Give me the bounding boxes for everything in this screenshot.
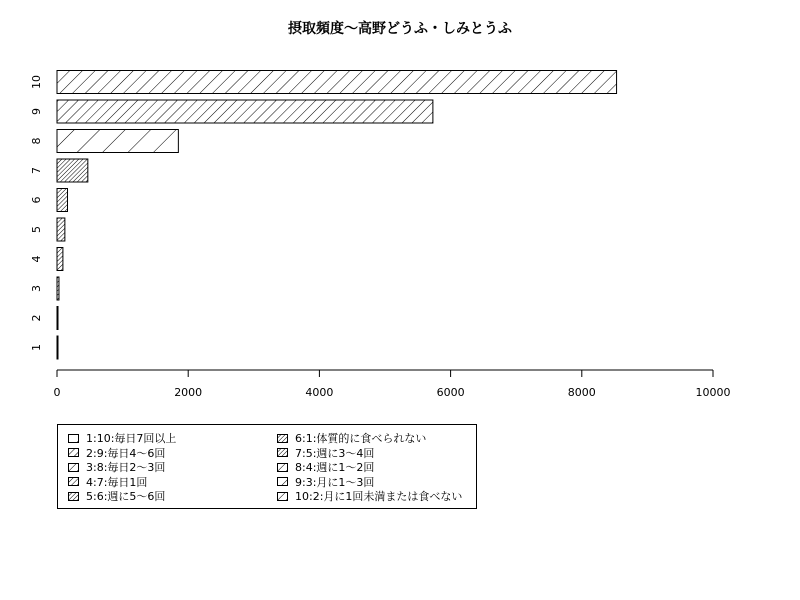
legend-swatch bbox=[277, 492, 288, 501]
legend-swatch bbox=[68, 477, 79, 486]
y-tick-label: 2 bbox=[30, 314, 43, 322]
bar-5 bbox=[57, 218, 65, 241]
legend-label: 2:9:毎日4〜6回 bbox=[86, 446, 166, 460]
chart-title: 摂取頻度〜高野どうふ・しみとうふ bbox=[288, 21, 512, 37]
y-tick-label: 3 bbox=[30, 285, 43, 292]
y-tick-label: 8 bbox=[30, 137, 43, 145]
y-tick-label: 5 bbox=[30, 226, 43, 233]
legend-label: 8:4:週に1〜2回 bbox=[295, 461, 375, 475]
legend-swatch bbox=[68, 492, 79, 501]
y-tick-label: 6 bbox=[30, 196, 43, 204]
legend-item bbox=[277, 476, 374, 490]
legend-label: 1:10:毎日7回以上 bbox=[86, 432, 177, 445]
legend-item bbox=[68, 461, 165, 475]
legend-swatch bbox=[68, 463, 79, 472]
legend-label: 9:3:月に1〜3回 bbox=[295, 475, 375, 489]
bar-2 bbox=[57, 307, 58, 330]
x-tick-label: 4000 bbox=[305, 386, 334, 399]
x-tick-label: 10000 bbox=[695, 386, 731, 399]
x-tick-label: 0 bbox=[53, 386, 61, 399]
x-tick-label: 2000 bbox=[174, 386, 203, 399]
bar-8 bbox=[57, 130, 178, 153]
legend-item bbox=[277, 432, 426, 446]
legend bbox=[57, 424, 477, 509]
bar-1 bbox=[57, 336, 58, 359]
bar-10 bbox=[57, 71, 617, 94]
bar-6 bbox=[57, 189, 67, 212]
legend-label: 5:6:週に5〜6回 bbox=[86, 490, 166, 504]
legend-item bbox=[68, 447, 165, 461]
legend-item bbox=[68, 432, 176, 446]
legend-item bbox=[68, 490, 165, 504]
legend-item bbox=[277, 490, 462, 504]
legend-swatch bbox=[68, 448, 79, 457]
legend-item bbox=[277, 461, 374, 475]
y-tick-label: 4 bbox=[30, 255, 43, 263]
legend-swatch bbox=[277, 477, 288, 486]
legend-label: 4:7:毎日1回 bbox=[86, 475, 148, 489]
legend-item bbox=[68, 476, 147, 490]
bar-4 bbox=[57, 248, 63, 271]
bar-3 bbox=[57, 277, 59, 300]
legend-swatch bbox=[68, 434, 79, 443]
legend-item bbox=[277, 447, 374, 461]
y-tick-label: 1 bbox=[30, 344, 43, 351]
y-tick-label: 9 bbox=[30, 108, 43, 115]
legend-swatch bbox=[277, 448, 288, 457]
x-tick-label: 8000 bbox=[567, 386, 596, 399]
y-tick-label: 7 bbox=[30, 167, 43, 174]
bar-7 bbox=[57, 159, 88, 182]
legend-swatch bbox=[277, 463, 288, 472]
legend-swatch bbox=[277, 434, 288, 443]
legend-label: 7:5:週に3〜4回 bbox=[295, 446, 375, 460]
x-tick-label: 6000 bbox=[436, 386, 465, 399]
bar-9 bbox=[57, 100, 433, 123]
legend-label: 6:1:体質的に食べられない bbox=[295, 432, 427, 445]
legend-label: 10:2:月に1回未満または食べない bbox=[295, 490, 463, 504]
y-tick-label: 10 bbox=[30, 75, 43, 89]
legend-label: 3:8:毎日2〜3回 bbox=[86, 461, 166, 475]
